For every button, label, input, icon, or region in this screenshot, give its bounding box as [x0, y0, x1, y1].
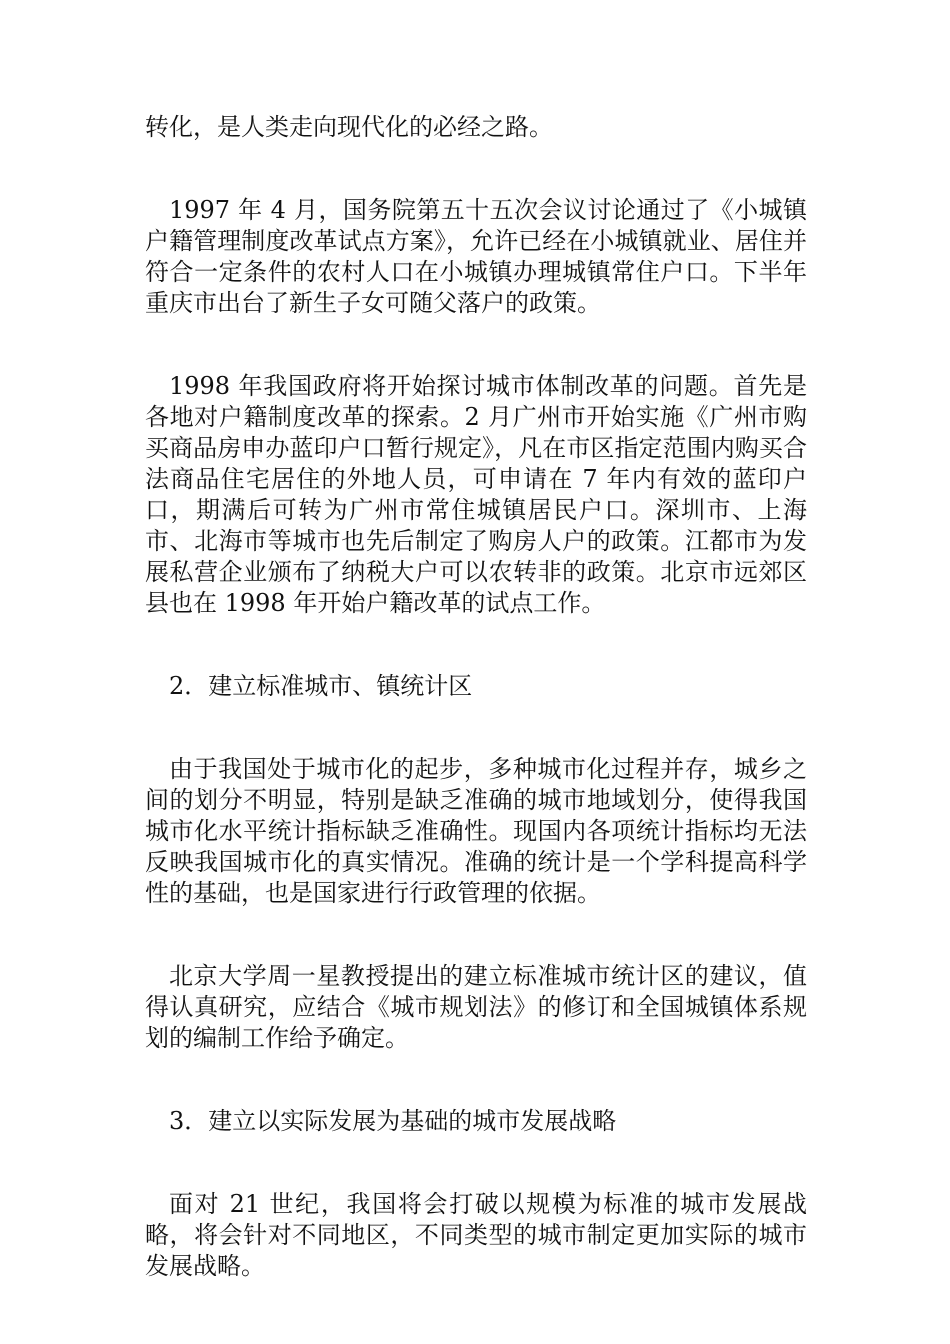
paragraph-1997-household-reform: 1997 年 4 月，国务院第五十五次会议讨论通过了《小城镇户籍管理制度改革试点方案》，允许已经在小城镇就业、居住并符合一定条件的农村人口在小城镇办理城镇常住户口。下半年重庆市出台了新生子女可随父落户的政策。 — [145, 196, 807, 317]
paragraph-1998-urban-reform: 1998 年我国政府将开始探讨城市体制改革的问题。首先是各地对户籍制度改革的探索。2 月广州市开始实施《广州市购买商品房申办蓝印户口暂行规定》，凡在市区指定范围内购买合法商品住宅居住的外地人员，可申请在 7 年内有效的蓝印户口，期满后可转为广州市常住城镇居民户口。深圳市、上海市、北海市等城市也先后制定了购房人户的政策。江都市为发展私营企业颁布了纳税大户可以农转非的政策。北京市远郊区县也在 1998 年开始户籍改革的试点工作。 — [145, 372, 807, 617]
paragraph-urbanization-statistics: 由于我国处于城市化的起步，多种城市化过程并存，城乡之间的划分不明显，特别是缺乏准确的城市地域划分，使得我国城市化水平统计指标缺乏准确性。现国内各项统计指标均无法反映我国城市化的真实情况。准确的统计是一个学科提高科学性的基础，也是国家进行行政管理的依据。 — [145, 755, 807, 907]
paragraph-21st-century-strategy: 面对 21 世纪，我国将会打破以规模为标准的城市发展战略，将会针对不同地区，不同类型的城市制定更加实际的城市发展战略。 — [145, 1190, 807, 1280]
paragraph-zhou-yixing-proposal: 北京大学周一星教授提出的建立标准城市统计区的建议，值得认真研究，应结合《城市规划法》的修订和全国城镇体系规划的编制工作给予确定。 — [145, 962, 807, 1052]
document-page — [145, 112, 807, 1334]
section-heading-development-strategy: 3．建立以实际发展为基础的城市发展战略 — [169, 1107, 617, 1135]
paragraph-continuation: 转化，是人类走向现代化的必经之路。 — [145, 113, 553, 141]
section-heading-statistical-areas: 2．建立标准城市、镇统计区 — [169, 672, 473, 700]
